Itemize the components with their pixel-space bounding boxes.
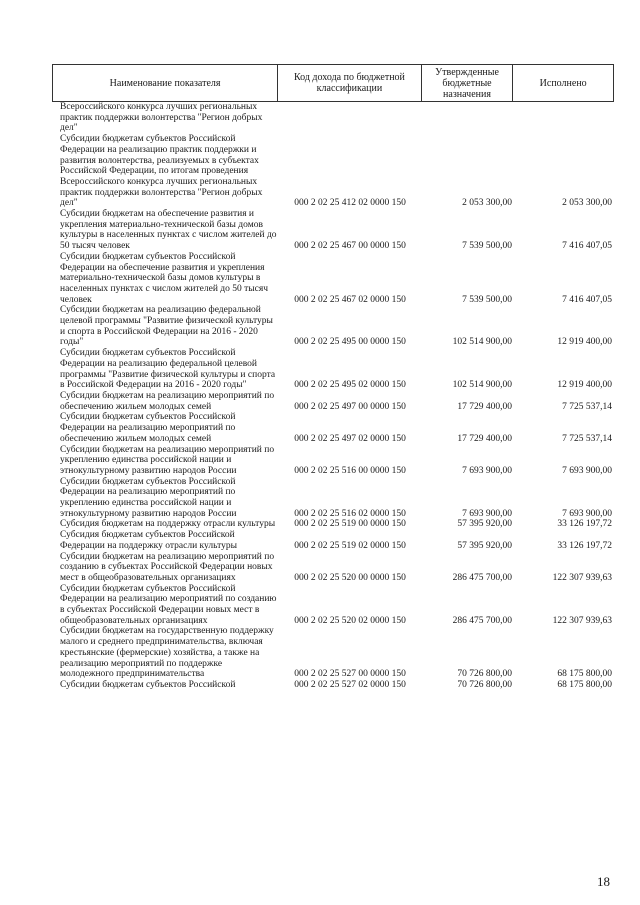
- cell-name: Субсидии бюджетам субъектов Российской Федерации на реализацию мероприятий по укреплению единства российской нации и этнокультурному развитию народов России: [60, 476, 237, 519]
- cell-executed: 68 175 800,00: [557, 669, 612, 680]
- cell-code: 000 2 02 25 467 00 0000 150: [294, 241, 406, 252]
- cell-code: 000 2 02 25 497 02 0000 150: [294, 433, 406, 444]
- cell-executed: 12 919 400,00: [557, 380, 612, 391]
- cell-approved: 2 053 300,00: [462, 198, 512, 209]
- cell-code: 000 2 02 25 467 02 0000 150: [294, 294, 406, 305]
- cell-approved: 17 729 400,00: [457, 433, 512, 444]
- table-row: [52, 305, 614, 348]
- cell-name: Субсидии бюджетам на государственную поддержку малого и среднего предпринимательства, включая крестьянские (фермерские) хозяйства, а также на реализацию мероприятий по поддержке молодежного предпринимательства: [60, 626, 274, 680]
- cell-name: Всероссийского конкурса лучших региональных практик поддержки волонтерства "Регион добрых дел": [60, 102, 263, 134]
- table-row: [52, 209, 614, 252]
- cell-name: Субсидии бюджетам на реализацию мероприятий по укреплению единства российской нации и этнокультурному развитию народов России: [60, 444, 275, 476]
- cell-code: 000 2 02 25 527 02 0000 150: [294, 679, 406, 690]
- cell-name: Субсидии бюджетам на реализацию федеральной целевой программы "Развитие физической культуры и спорта в Российской Федерации на 2016 - 2020 годы": [60, 305, 273, 348]
- cell-executed: 68 175 800,00: [557, 679, 612, 690]
- cell-executed: 12 919 400,00: [557, 337, 612, 348]
- cell-code: 000 2 02 25 519 02 0000 150: [294, 540, 406, 551]
- table-row: [52, 252, 614, 306]
- cell-name: Субсидии бюджетам субъектов Российской Федерации на реализацию мероприятий по обеспечению жильем молодых семей: [60, 412, 236, 444]
- cell-executed: 7 693 900,00: [562, 508, 612, 519]
- cell-name: Субсидии бюджетам субъектов Российской Федерации на реализацию федеральной целевой программы "Развитие физической культуры и спорта в Российской Федерации на 2016 - 2020 годы": [60, 348, 276, 391]
- cell-approved: 7 693 900,00: [462, 465, 512, 476]
- cell-code: 000 2 02 25 516 00 0000 150: [294, 465, 406, 476]
- cell-code: 000 2 02 25 495 02 0000 150: [294, 380, 406, 391]
- table-header: [52, 64, 614, 102]
- cell-approved: 17 729 400,00: [457, 401, 512, 412]
- cell-name: Субсидии бюджетам субъектов Российской: [60, 679, 236, 690]
- cell-name: Субсидии бюджетам на обеспечение развития и укрепления материально-технической базы домов культуры в населенных пунктах с числом жителей до 50 тысяч человек: [60, 209, 277, 252]
- cell-code: 000 2 02 25 495 00 0000 150: [294, 337, 406, 348]
- cell-executed: 2 053 300,00: [562, 198, 612, 209]
- table-row: [52, 134, 614, 209]
- table-row: [52, 102, 614, 134]
- table-row: [52, 584, 614, 627]
- cell-name: Субсидии бюджетам субъектов Российской Федерации на обеспечение развития и укрепления материально-технической базы домов культуры в населенных пунктах с числом жителей до 50 тысяч человек: [60, 251, 269, 305]
- table-row: [52, 680, 614, 691]
- cell-code: 000 2 02 25 497 00 0000 150: [294, 401, 406, 412]
- cell-name: Субсидии бюджетам на реализацию мероприятий по созданию в субъектах Российской Федерации новых мест в общеобразовательных организациях: [60, 551, 275, 583]
- table-row: [52, 552, 614, 584]
- header-executed: Исполнено: [539, 77, 587, 89]
- cell-executed: 7 416 407,05: [562, 294, 612, 305]
- cell-approved: 102 514 900,00: [452, 380, 512, 391]
- cell-name: Субсидии бюджетам на реализацию мероприятий по обеспечению жильем молодых семей: [60, 390, 275, 412]
- cell-approved: 7 539 500,00: [462, 294, 512, 305]
- cell-name: Субсидии бюджетам субъектов Российской Федерации на реализацию мероприятий по созданию в субъектах Российской Федерации новых мест в общеобразовательных организациях: [60, 583, 277, 626]
- cell-executed: 122 307 939,63: [552, 572, 612, 583]
- cell-approved: 57 395 920,00: [457, 540, 512, 551]
- cell-executed: 33 126 197,72: [557, 540, 612, 551]
- table-row: [52, 445, 614, 477]
- cell-code: 000 2 02 25 516 02 0000 150: [294, 508, 406, 519]
- cell-executed: 33 126 197,72: [557, 519, 612, 530]
- header-approved: Утвержденные бюджетные назначения: [422, 65, 514, 101]
- cell-executed: 7 693 900,00: [562, 465, 612, 476]
- cell-code: 000 2 02 25 519 00 0000 150: [294, 519, 406, 530]
- table-row: [52, 519, 614, 530]
- header-code: Код дохода по бюджетной классификации: [278, 65, 421, 101]
- cell-executed: 122 307 939,63: [552, 615, 612, 626]
- cell-code: 000 2 02 25 520 00 0000 150: [294, 572, 406, 583]
- header-name: Наименование показателя: [53, 65, 278, 101]
- page-number: 18: [597, 874, 610, 889]
- cell-approved: 57 395 920,00: [457, 519, 512, 530]
- table-row: [52, 477, 614, 520]
- cell-approved: 7 693 900,00: [462, 508, 512, 519]
- table-row: [52, 626, 614, 680]
- cell-approved: 7 539 500,00: [462, 241, 512, 252]
- cell-name: Субсидия бюджетам на поддержку отрасли культуры: [60, 519, 276, 530]
- table-row: [52, 412, 614, 444]
- cell-name: Субсидии бюджетам субъектов Российской Федерации на реализацию практик поддержки и развития волонтерства, реализуемых в субъектах Российской Федерации, по итогам проведения Всероссийского конкурса лучших региональных практик поддержки волонтерства "Регион добрых дел": [60, 134, 263, 209]
- table-body: [52, 102, 614, 691]
- cell-approved: 70 726 800,00: [457, 679, 512, 690]
- table-row: [52, 348, 614, 391]
- cell-name: Субсидия бюджетам субъектов Российской Федерации на поддержку отрасли культуры: [60, 530, 237, 551]
- cell-approved: 70 726 800,00: [457, 669, 512, 680]
- cell-executed: 7 416 407,05: [562, 241, 612, 252]
- cell-code: 000 2 02 25 520 02 0000 150: [294, 615, 406, 626]
- cell-approved: 286 475 700,00: [452, 615, 512, 626]
- cell-executed: 7 725 537,14: [562, 401, 612, 412]
- table-row: [52, 391, 614, 412]
- cell-approved: 102 514 900,00: [452, 337, 512, 348]
- cell-executed: 7 725 537,14: [562, 433, 612, 444]
- table-row: [52, 530, 614, 551]
- cell-code: 000 2 02 25 412 02 0000 150: [294, 198, 406, 209]
- cell-code: 000 2 02 25 527 00 0000 150: [294, 669, 406, 680]
- cell-approved: 286 475 700,00: [452, 572, 512, 583]
